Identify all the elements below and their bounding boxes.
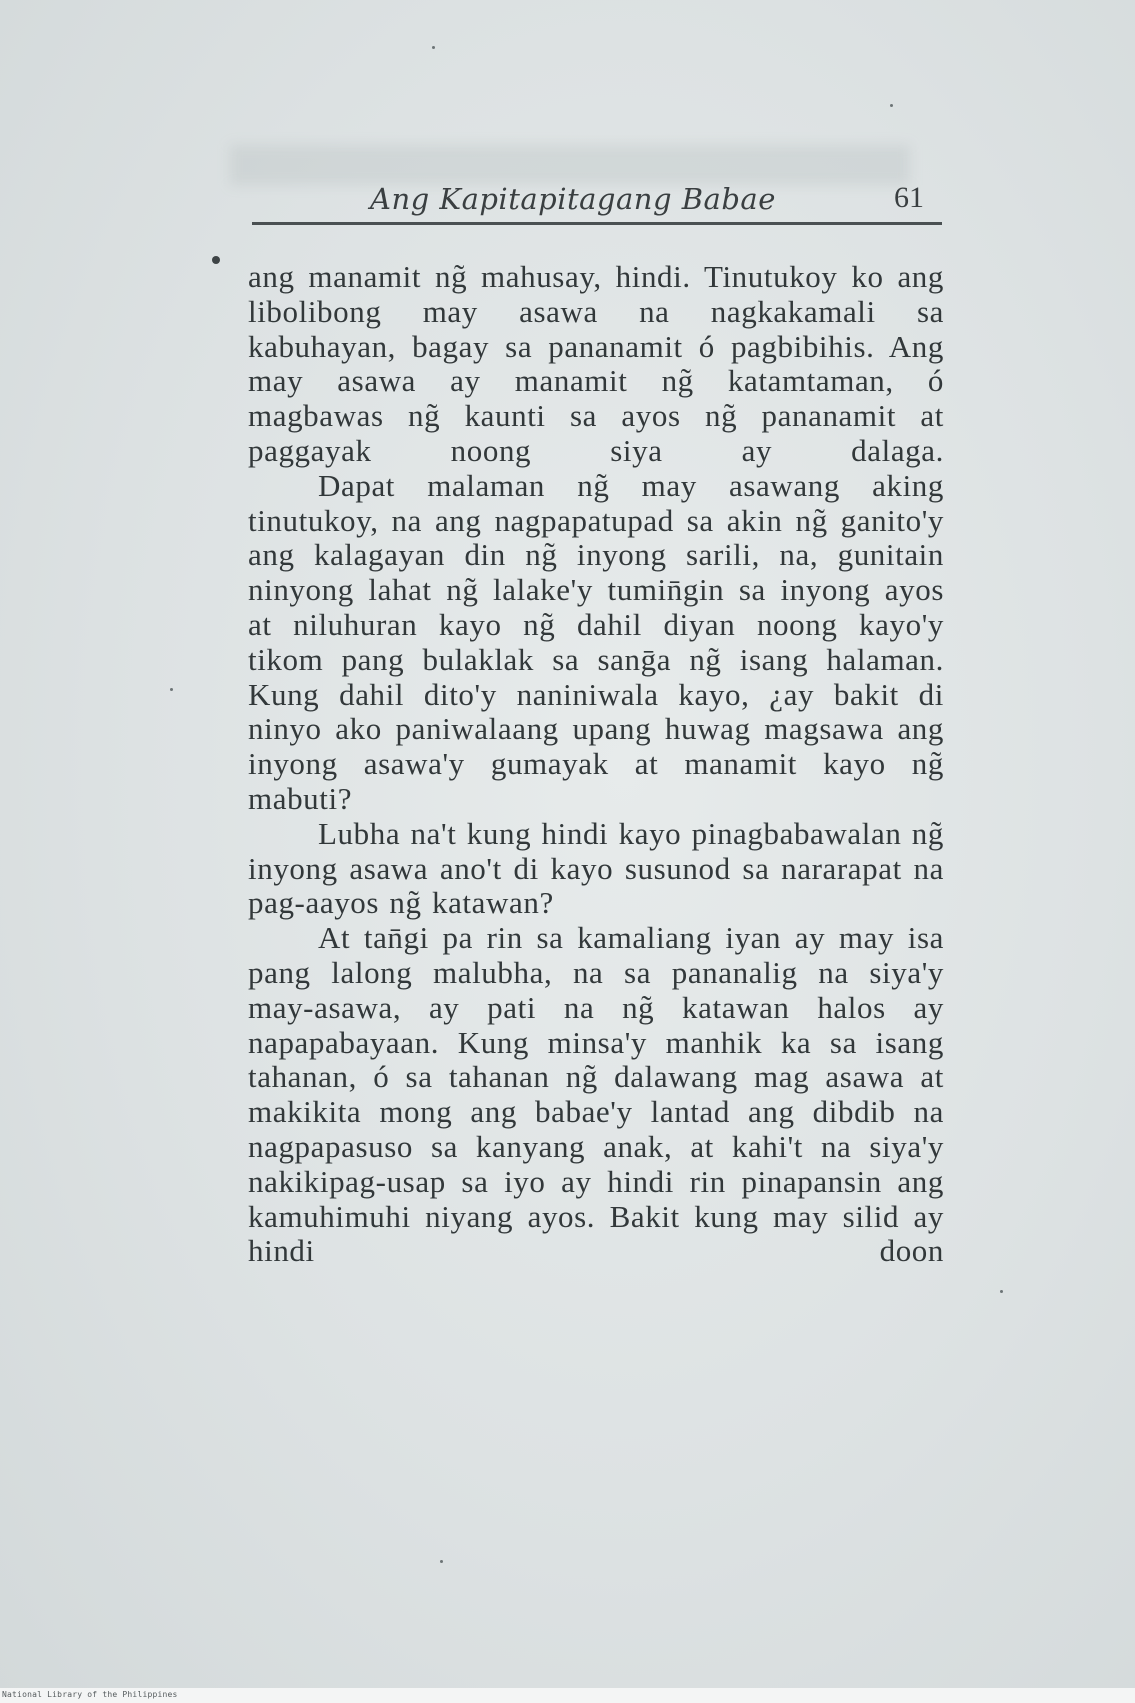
- paragraph-2: Dapat malaman ng̃ may asawang aking tinutukoy, na ang nagpapatupad sa akin ng̃ ganito'y ang kalagayan din ng̃ inyong sarili, na, gunitain ninyong lahat ng̃ lalake'y tumin̄gin sa inyong ayos at niluhuran kayo ng̃ dahil diyan noong kayo'y tikom pang bulaklak sa sanḡa ng̃ isang halaman. Kung dahil dito'y naniniwala kayo, ¿ay bakit di ninyo ako paniwalaang upang huwag magsawa ang inyong asawa'y gumayak at manamit kayo ng̃ mabuti?: [248, 467, 944, 816]
- body-text: [248, 260, 944, 1269]
- paper-speck: [440, 1560, 443, 1563]
- library-credit: National Library of the Philippines: [2, 1690, 178, 1699]
- ink-dot: [212, 256, 220, 264]
- paragraph-4: At tan̄gi pa rin sa kamaliang iyan ay may isa pang lalong malubha, na sa pananalig na siya'y may-asawa, ay pati na ng̃ katawan halos ay napapabayaan. Kung minsa'y manhik ka sa isang tahanan, ó sa tahanan ng̃ dalawang mag asawa at makikita mong ang babae'y lantad ang dibdib na nagpapasuso sa kanyang anak, at kahi't na siya'y nakikipag-usap sa iyo ay hindi rin pinapansin ang kamuhimuhi niyang ayos. Bakit kung may silid ay hindi doon: [248, 920, 944, 1269]
- paper-speck: [890, 104, 893, 107]
- running-header: [252, 170, 942, 228]
- page-number: 61: [894, 181, 924, 214]
- header-rule: [252, 222, 942, 225]
- paper-speck: [170, 688, 173, 691]
- paragraph-1: ang manamit ng̃ mahusay, hindi. Tinutukoy ko ang libolibong may asawa na nagkakamali sa kabuhayan, bagay sa pananamit ó pagbibihis. Ang may asawa ay manamit ng̃ katamtaman, ó magbawas ng̃ kaunti sa ayos ng̃ pananamit at paggayak noong siya ay dalaga.: [248, 259, 944, 468]
- running-title: Ang Kapitapitagang Babae: [370, 182, 776, 216]
- paper-speck: [432, 46, 435, 49]
- paper-speck: [1000, 1290, 1003, 1293]
- paragraph-3: Lubha na't kung hindi kayo pinagbabawalan ng̃ inyong asawa ano't di kayo susunod sa nararapat na pag-aayos ng̃ katawan?: [248, 815, 944, 921]
